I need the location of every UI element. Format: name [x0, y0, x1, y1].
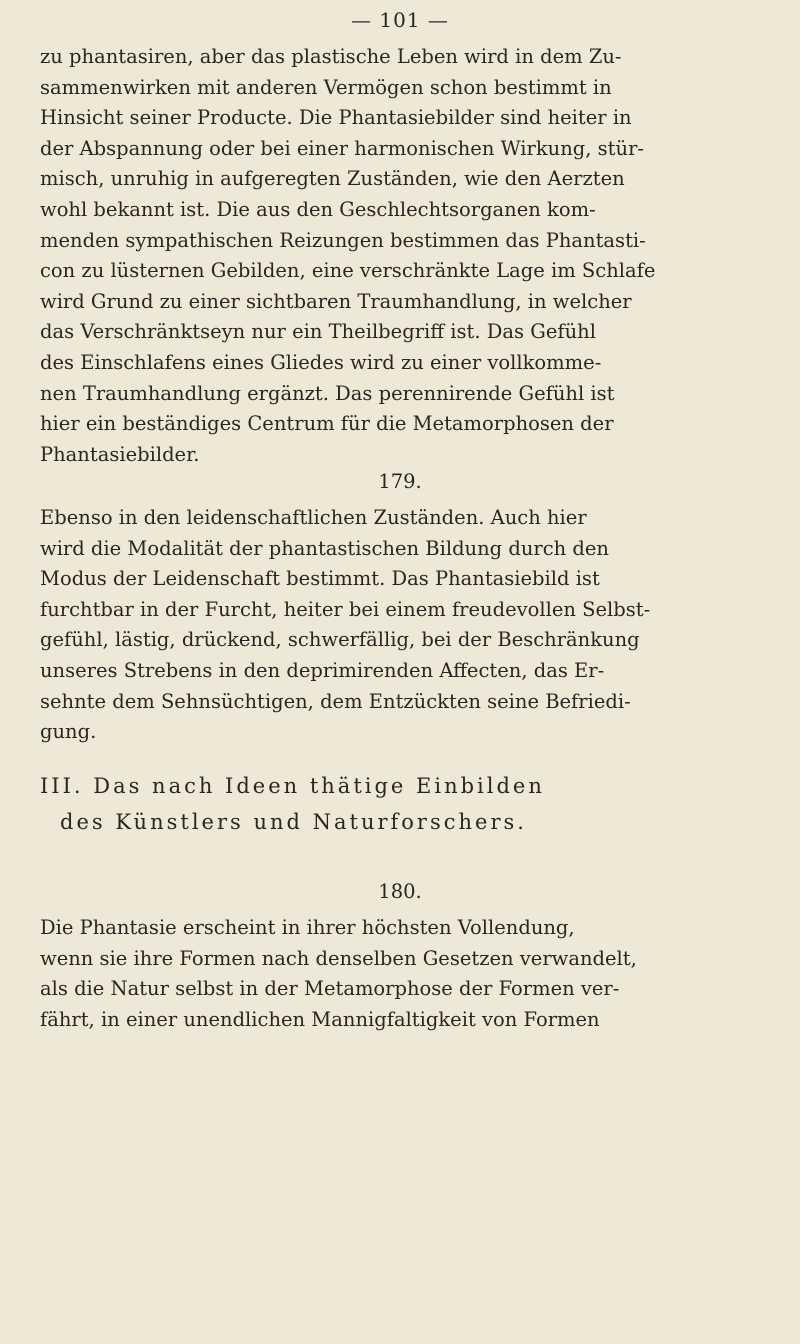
text-line: als die Natur selbst in der Metamorphose der Formen ver-: [40, 977, 620, 1001]
text-line: Phantasiebilder.: [40, 442, 200, 466]
text-line: der Abspannung oder bei einer harmonischen Wirkung, stür-: [40, 136, 644, 160]
section-number-179: 179.: [378, 470, 422, 493]
text-line: wenn sie ihre Formen nach denselben Gesetzen verwandelt,: [40, 946, 637, 970]
section-number-180: 180.: [378, 880, 422, 903]
page-number: — 101 —: [351, 8, 449, 32]
heading-line-2: des Künstlers und Naturforschers.: [60, 810, 527, 834]
text-line: fährt, in einer unendlichen Mannigfaltigkeit von Formen: [40, 1007, 600, 1031]
text-line: furchtbar in der Furcht, heiter bei einem freudevollen Selbst-: [40, 597, 651, 621]
text-line: des Einschlafens eines Gliedes wird zu einer vollkomme-: [40, 350, 602, 374]
text-line: gefühl, lästig, drückend, schwerfällig, bei der Beschränkung: [40, 628, 640, 652]
text-line: wird die Modalität der phantastischen Bildung durch den: [40, 536, 609, 560]
text-line: hier ein beständiges Centrum für die Metamorphosen der: [40, 412, 614, 436]
text-line: unseres Strebens in den deprimirenden Affecten, das Er-: [40, 658, 605, 682]
paragraph-179: [40, 503, 775, 748]
text-line: Ebenso in den leidenschaftlichen Zuständen. Auch hier: [40, 506, 587, 529]
text-line: con zu lüsternen Gebilden, eine verschränkte Lage im Schlafe: [40, 259, 656, 283]
text-line: gung.: [40, 720, 97, 744]
section-heading: [40, 768, 775, 840]
text-line: sehnte dem Sehnsüchtigen, dem Entzückten seine Befriedi-: [40, 689, 631, 713]
heading-line-1: III. Das nach Ideen thätige Einbilden: [40, 774, 545, 798]
text-line: Die Phantasie erscheint in ihrer höchsten Vollendung,: [40, 916, 575, 939]
text-line: zu phantasiren, aber das plastische Leben wird in dem Zu-: [40, 45, 622, 68]
text-line: wird Grund zu einer sichtbaren Traumhandlung, in welcher: [40, 289, 632, 313]
text-line: misch, unruhig in aufgeregten Zuständen, wie den Aerzten: [40, 167, 625, 191]
text-line: Hinsicht seiner Producte. Die Phantasiebilder sind heiter in: [40, 106, 632, 130]
paragraph-178-continued: [40, 42, 775, 470]
text-line: Modus der Leidenschaft bestimmt. Das Phantasiebild ist: [40, 567, 600, 591]
text-line: das Verschränktseyn nur ein Theilbegriff ist. Das Gefühl: [40, 320, 596, 344]
text-line: wohl bekannt ist. Die aus den Geschlechtsorganen kom-: [40, 197, 596, 221]
text-line: sammenwirken mit anderen Vermögen schon bestimmt in: [40, 75, 612, 99]
text-line: menden sympathischen Reizungen bestimmen das Phantasti-: [40, 228, 646, 252]
text-line: nen Traumhandlung ergänzt. Das perennirende Gefühl ist: [40, 381, 615, 405]
paragraph-180: [40, 913, 775, 1035]
